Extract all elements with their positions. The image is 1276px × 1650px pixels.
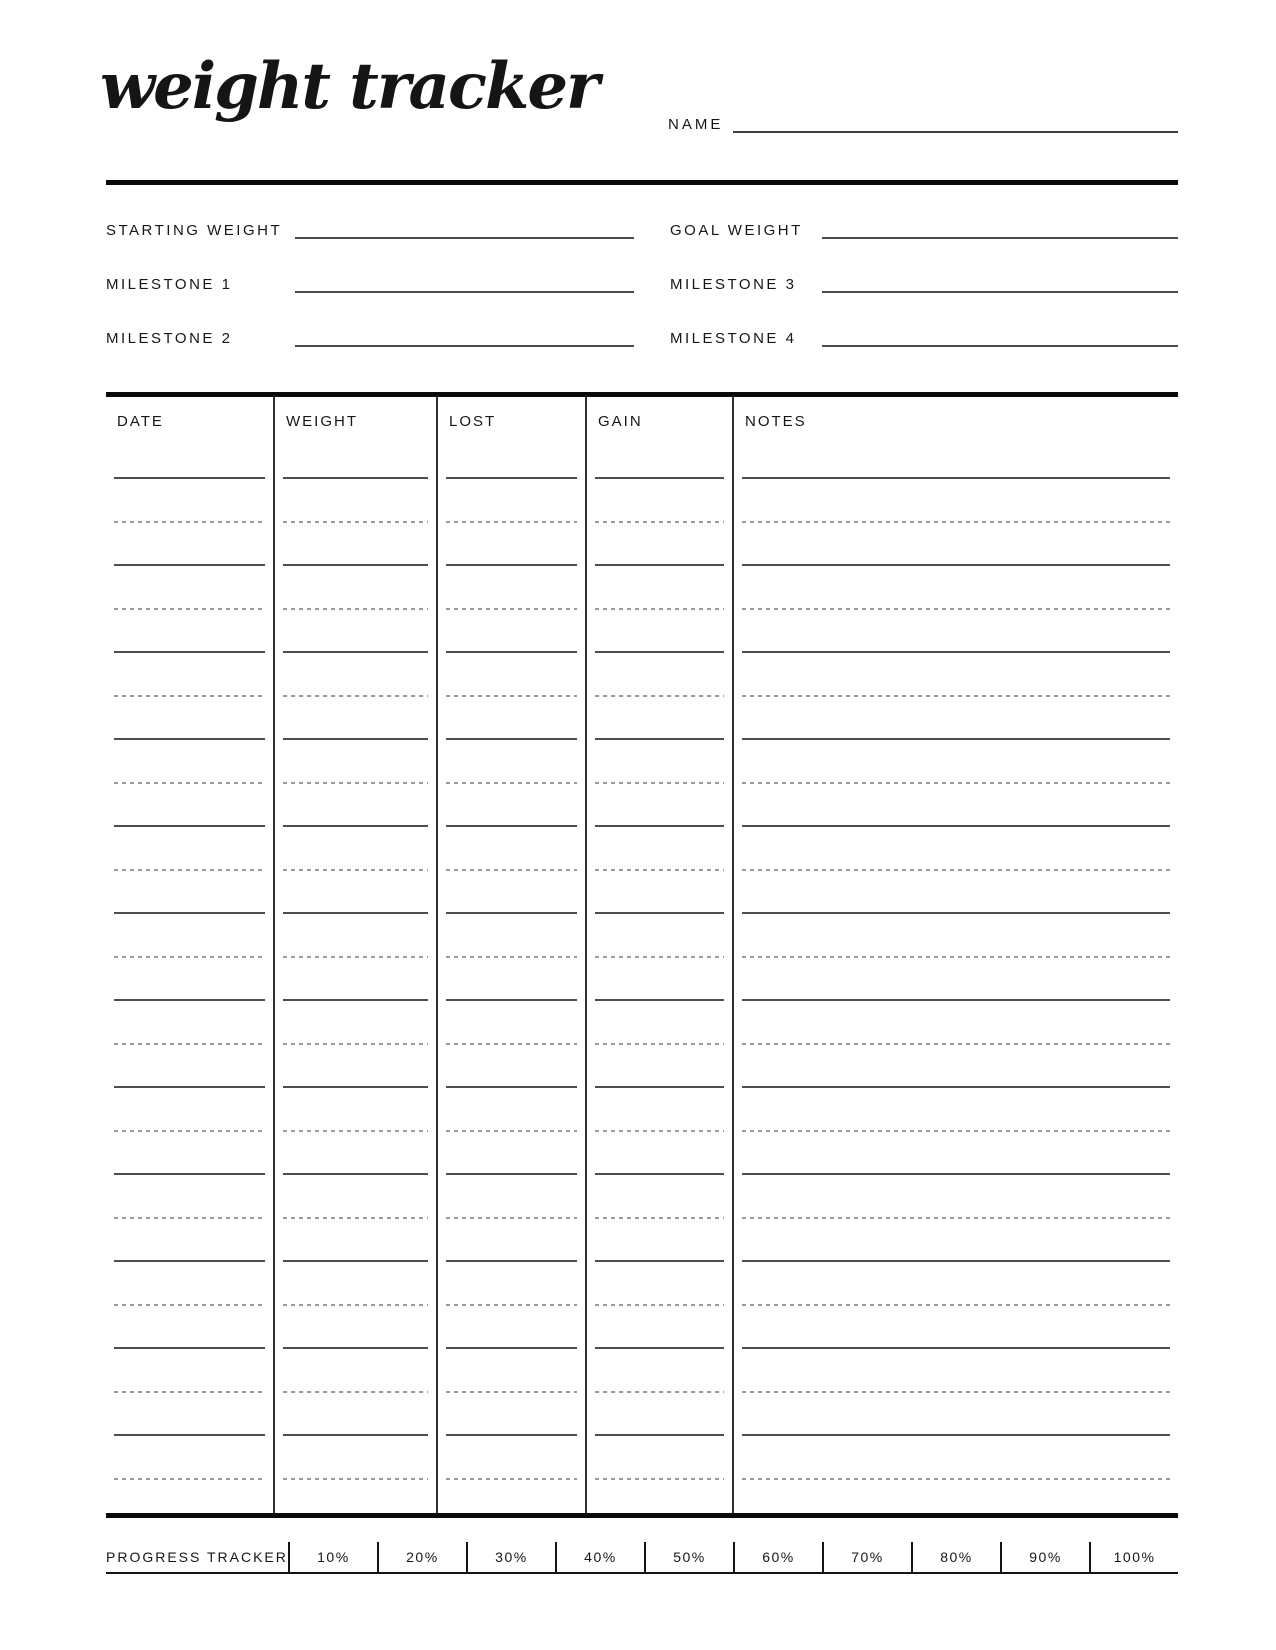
entry-line[interactable] — [587, 1088, 732, 1132]
entry-line[interactable] — [106, 610, 273, 654]
column-header-label: DATE — [117, 413, 164, 430]
entry-line[interactable] — [275, 1219, 436, 1263]
entry-line[interactable] — [275, 914, 436, 958]
entry-line[interactable] — [438, 697, 585, 741]
entry-line[interactable] — [106, 1045, 273, 1089]
entry-line[interactable] — [275, 653, 436, 697]
entry-line[interactable] — [106, 871, 273, 915]
table-column-date — [106, 397, 273, 1513]
header-divider-rule — [106, 180, 1178, 185]
entry-line[interactable] — [275, 871, 436, 915]
entry-line[interactable] — [438, 958, 585, 1002]
progress-step-30: 30% — [466, 1542, 555, 1572]
entry-line[interactable] — [275, 1175, 436, 1219]
entry-line[interactable] — [106, 653, 273, 697]
table-column-gain — [585, 397, 732, 1513]
goal-weight-label: GOAL WEIGHT — [670, 222, 803, 239]
entry-line[interactable] — [438, 1262, 585, 1306]
entry-line[interactable] — [275, 1349, 436, 1393]
entry-line[interactable] — [734, 1132, 1178, 1176]
entry-line[interactable] — [734, 914, 1178, 958]
table-column-weight — [273, 397, 436, 1513]
entry-line[interactable] — [734, 958, 1178, 1002]
milestone-3-label: MILESTONE 3 — [670, 276, 797, 293]
entry-line[interactable] — [106, 1436, 273, 1480]
entry-line[interactable] — [438, 1088, 585, 1132]
milestone-2-input-line[interactable] — [295, 343, 634, 347]
name-input-line[interactable] — [733, 129, 1178, 133]
column-header-gain — [587, 397, 732, 479]
entry-line[interactable] — [587, 697, 732, 741]
entry-line[interactable] — [734, 653, 1178, 697]
entry-line[interactable] — [587, 1349, 732, 1393]
entry-line[interactable] — [275, 1262, 436, 1306]
entry-line[interactable] — [734, 1436, 1178, 1480]
progress-tracker-label: PROGRESS TRACKER — [106, 1549, 288, 1565]
entry-line[interactable] — [587, 1262, 732, 1306]
column-header-label: WEIGHT — [286, 413, 358, 430]
entry-line[interactable] — [275, 566, 436, 610]
entry-line[interactable] — [275, 1088, 436, 1132]
entry-line[interactable] — [438, 740, 585, 784]
field-milestone-1 — [106, 240, 634, 294]
entry-line[interactable] — [587, 958, 732, 1002]
milestone-4-label: MILESTONE 4 — [670, 330, 797, 347]
entry-line[interactable] — [106, 1175, 273, 1219]
entry-line[interactable] — [275, 1436, 436, 1480]
entry-line[interactable] — [275, 740, 436, 784]
entry-line[interactable] — [734, 523, 1178, 567]
column-header-lost — [438, 397, 585, 479]
entry-line[interactable] — [438, 784, 585, 828]
entry-line[interactable] — [587, 523, 732, 567]
entry-line[interactable] — [106, 827, 273, 871]
entry-line[interactable] — [734, 1001, 1178, 1045]
log-table — [106, 392, 1178, 1513]
entry-line[interactable] — [106, 697, 273, 741]
entry-line[interactable] — [106, 958, 273, 1002]
entry-line[interactable] — [734, 1306, 1178, 1350]
entry-line[interactable] — [587, 784, 732, 828]
entry-line[interactable] — [587, 1306, 732, 1350]
entry-line[interactable] — [275, 1393, 436, 1437]
progress-step-80: 80% — [911, 1542, 1000, 1572]
name-label: NAME — [668, 116, 724, 133]
entry-line[interactable] — [106, 566, 273, 610]
entry-line[interactable] — [106, 1088, 273, 1132]
entry-line[interactable] — [438, 479, 585, 523]
entry-line[interactable] — [438, 827, 585, 871]
progress-tracker — [106, 1536, 1178, 1574]
entry-line[interactable] — [275, 1045, 436, 1089]
entry-line[interactable] — [438, 566, 585, 610]
entry-line[interactable] — [587, 1045, 732, 1089]
entry-line[interactable] — [734, 479, 1178, 523]
page-title: weight tracker — [100, 49, 598, 124]
entry-line[interactable] — [106, 523, 273, 567]
column-header-date — [106, 397, 273, 479]
entry-line[interactable] — [587, 1175, 732, 1219]
entry-line[interactable] — [275, 523, 436, 567]
entry-line[interactable] — [438, 1436, 585, 1480]
entry-line[interactable] — [438, 1001, 585, 1045]
entry-line[interactable] — [587, 914, 732, 958]
column-header-label: LOST — [449, 413, 497, 430]
entry-line[interactable] — [734, 697, 1178, 741]
entry-line[interactable] — [734, 1088, 1178, 1132]
table-bottom-rule — [106, 1513, 1178, 1518]
entry-line[interactable] — [734, 1045, 1178, 1089]
entry-line[interactable] — [275, 784, 436, 828]
table-column-notes — [732, 397, 1178, 1513]
field-milestone-2 — [106, 294, 634, 348]
summary-fields — [106, 186, 1178, 348]
entry-line[interactable] — [438, 1219, 585, 1263]
entry-line[interactable] — [734, 1219, 1178, 1263]
field-milestone-4 — [670, 294, 1178, 348]
entry-line[interactable] — [734, 1262, 1178, 1306]
entry-line[interactable] — [438, 1306, 585, 1350]
entry-line[interactable] — [275, 827, 436, 871]
entry-line[interactable] — [275, 958, 436, 1002]
entry-line[interactable] — [438, 871, 585, 915]
progress-step-10: 10% — [288, 1542, 377, 1572]
entry-line[interactable] — [438, 1045, 585, 1089]
entry-line[interactable] — [275, 610, 436, 654]
milestone-4-input-line[interactable] — [822, 343, 1178, 347]
entry-line[interactable] — [106, 1219, 273, 1263]
entry-line[interactable] — [106, 740, 273, 784]
entry-line[interactable] — [438, 1349, 585, 1393]
entry-line[interactable] — [438, 1393, 585, 1437]
entry-line[interactable] — [275, 697, 436, 741]
entry-line[interactable] — [106, 784, 273, 828]
entry-line[interactable] — [106, 1132, 273, 1176]
entry-line[interactable] — [438, 1132, 585, 1176]
entry-line[interactable] — [734, 610, 1178, 654]
entry-line[interactable] — [106, 479, 273, 523]
column-header-label: GAIN — [598, 413, 643, 430]
entry-line[interactable] — [734, 871, 1178, 915]
entry-line[interactable] — [438, 1175, 585, 1219]
progress-step-60: 60% — [733, 1542, 822, 1572]
column-header-weight — [275, 397, 436, 479]
entry-line[interactable] — [106, 1393, 273, 1437]
entry-line[interactable] — [587, 653, 732, 697]
name-field — [668, 100, 1178, 133]
entry-line[interactable] — [587, 1393, 732, 1437]
milestone-2-label: MILESTONE 2 — [106, 330, 233, 347]
table-column-lost — [436, 397, 585, 1513]
entry-line[interactable] — [275, 1001, 436, 1045]
starting-weight-label: STARTING WEIGHT — [106, 222, 283, 239]
goal-weight-input-line[interactable] — [822, 235, 1178, 239]
entry-line[interactable] — [106, 1349, 273, 1393]
progress-step-20: 20% — [377, 1542, 466, 1572]
entry-line[interactable] — [275, 479, 436, 523]
milestone-3-input-line[interactable] — [822, 289, 1178, 293]
entry-line[interactable] — [587, 871, 732, 915]
entry-line[interactable] — [587, 566, 732, 610]
entry-line[interactable] — [734, 1175, 1178, 1219]
entry-line[interactable] — [106, 1001, 273, 1045]
milestone-1-input-line[interactable] — [295, 289, 634, 293]
entry-line[interactable] — [438, 914, 585, 958]
field-starting-weight — [106, 186, 634, 240]
milestone-1-label: MILESTONE 1 — [106, 276, 233, 293]
field-milestone-3 — [670, 240, 1178, 294]
entry-line[interactable] — [587, 740, 732, 784]
column-header-notes — [734, 397, 1178, 479]
progress-step-90: 90% — [1000, 1542, 1089, 1572]
entry-line[interactable] — [438, 653, 585, 697]
progress-step-40: 40% — [555, 1542, 644, 1572]
progress-step-50: 50% — [644, 1542, 733, 1572]
entry-line[interactable] — [587, 827, 732, 871]
entry-line[interactable] — [587, 1436, 732, 1480]
entry-line[interactable] — [587, 479, 732, 523]
entry-line[interactable] — [275, 1306, 436, 1350]
entry-line[interactable] — [438, 610, 585, 654]
entry-line[interactable] — [438, 523, 585, 567]
column-header-label: NOTES — [745, 413, 807, 430]
entry-line[interactable] — [275, 1132, 436, 1176]
entry-line[interactable] — [587, 610, 732, 654]
entry-line[interactable] — [587, 1001, 732, 1045]
entry-line[interactable] — [587, 1219, 732, 1263]
field-goal-weight — [670, 186, 1178, 240]
entry-line[interactable] — [106, 1262, 273, 1306]
entry-line[interactable] — [734, 740, 1178, 784]
progress-step-70: 70% — [822, 1542, 911, 1572]
entry-line[interactable] — [734, 1393, 1178, 1437]
entry-line[interactable] — [734, 566, 1178, 610]
entry-line[interactable] — [106, 1306, 273, 1350]
entry-line[interactable] — [587, 1132, 732, 1176]
starting-weight-input-line[interactable] — [295, 235, 634, 239]
entry-line[interactable] — [734, 784, 1178, 828]
progress-step-100: 100% — [1089, 1542, 1178, 1572]
entry-line[interactable] — [734, 827, 1178, 871]
entry-line[interactable] — [734, 1349, 1178, 1393]
entry-line[interactable] — [106, 914, 273, 958]
